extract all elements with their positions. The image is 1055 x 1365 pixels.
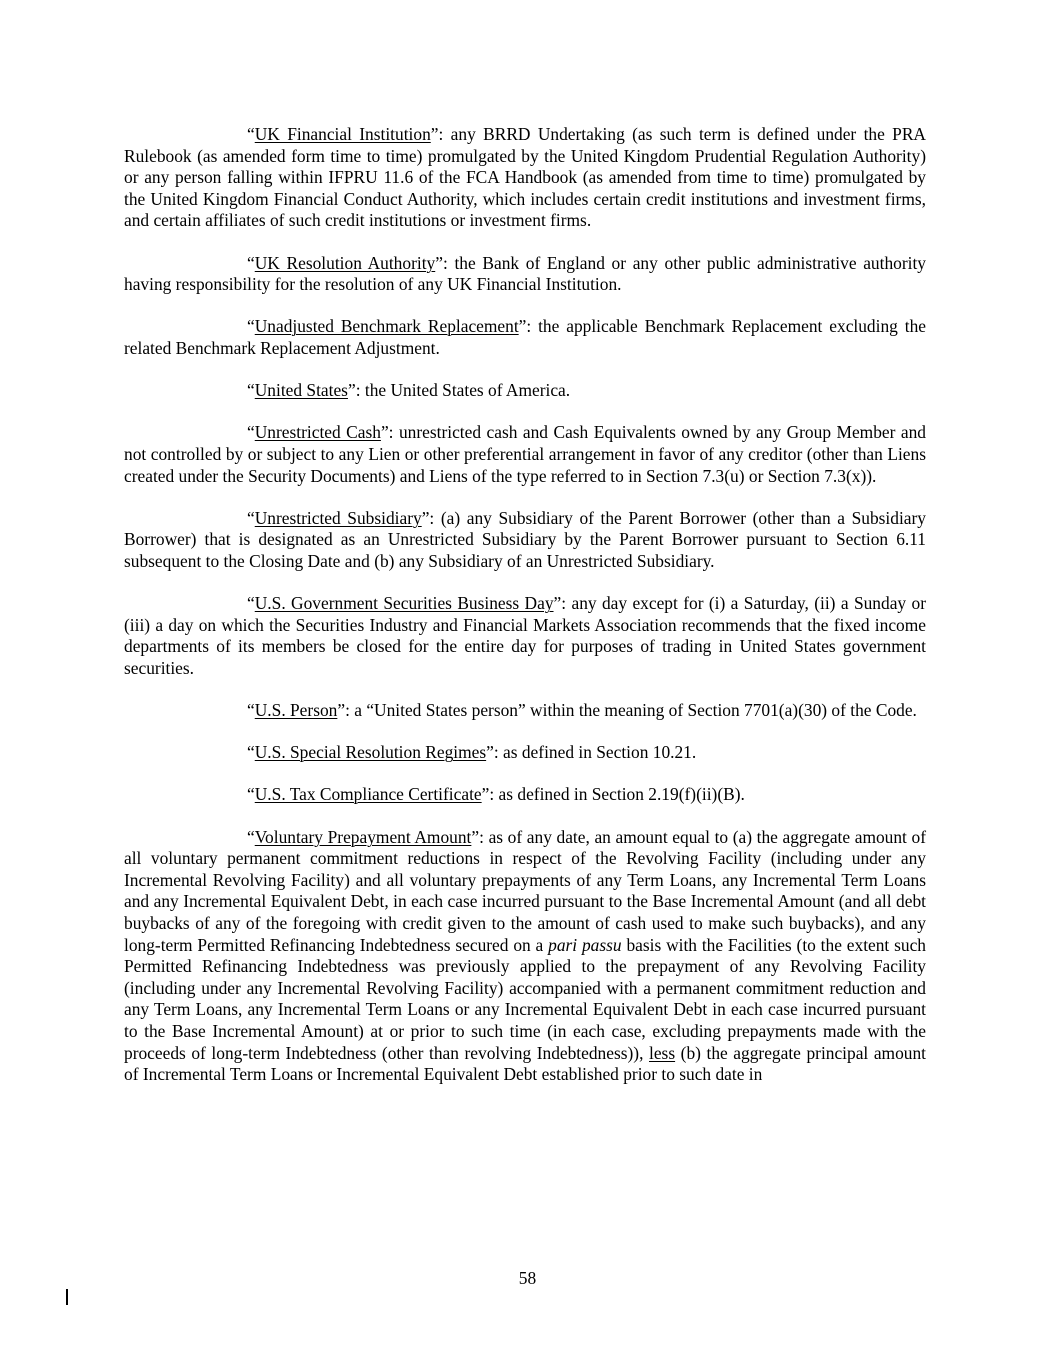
defined-term: Voluntary Prepayment Amount	[254, 826, 472, 847]
defined-term: Unadjusted Benchmark Replacement	[254, 316, 519, 337]
open-quote: “	[247, 124, 255, 144]
definition-us-government-securities-business-day	[124, 593, 926, 679]
definition-text: the applicable Benchmark Replacement excluding the related Benchmark Replacement Adjustment.	[124, 316, 926, 358]
document-body	[124, 124, 926, 1106]
term-separator: ”:	[471, 826, 489, 847]
open-quote: “	[247, 742, 255, 763]
defined-term: Unrestricted Cash	[254, 422, 381, 443]
italic-phrase: pari passu	[548, 934, 622, 955]
definition-us-special-resolution-regimes	[124, 742, 926, 764]
definition-text-part-3: (b) the aggregate principal amount of Incremental Term Loans or Incremental Equivalent Debt established prior to such date in	[124, 1042, 926, 1085]
definition-text: the Bank of England or any other public administrative authority having responsibility for the resolution of any UK Financial Institution.	[124, 252, 926, 295]
defined-term: United States	[254, 380, 348, 401]
defined-term: Unrestricted Subsidiary	[254, 507, 422, 528]
definition-text: the United States of America.	[364, 380, 571, 401]
definition-text-part-1: as of any date, an amount equal to (a) the aggregate amount of all voluntary permanent commitment reductions in respect of the Revolving Facility (including under any Incremental Revolving Facility) and all voluntary prepayments of any Term Loans, any Incremental Term Loans and any Incremental Equivalent Debt, in each case incurred pursuant to the Base Incremental Amount (and all debt buybacks of any of the foregoing with credit given to the amount of cash used to make such buybacks), and any long-term Permitted Refinancing Indebtedness secured on a	[124, 826, 926, 955]
definition-text: (a) any Subsidiary of the Parent Borrower (other than a Subsidiary Borrower) that is designated as an Unrestricted Subsidiary by the Parent Borrower pursuant to Section 6.11 subsequent to the Closing Date and (b) any Subsidiary of an Unrestricted Subsidiary.	[124, 507, 926, 571]
definition-text-part-2: basis with the Facilities (to the extent such Permitted Refinancing Indebtedness was previously applied to the prepayment of any Revolving Facility (including under any Incremental Revolving Facility) accompanied with a permanent commitment reduction and any Term Loans, any Incremental Term Loans or any Incremental Equivalent Debt in each case incurred pursuant to the Base Incremental Amount) at or prior to such time (in each case, excluding prepayments made with the proceeds of long-term Indebtedness (other than revolving Indebtedness)),	[124, 934, 926, 1063]
term-separator: ”:	[421, 507, 441, 528]
definition-unrestricted-subsidiary	[124, 508, 926, 573]
open-quote: “	[247, 422, 255, 443]
defined-term: U.S. Government Securities Business Day	[254, 593, 554, 614]
definition-uk-financial-institution	[124, 124, 926, 232]
definition-text: unrestricted cash and Cash Equivalents owned by any Group Member and not controlled by or subject to any Lien or other preferential arrangement in favor of any creditor (other than Liens created under the Security Documents) and Liens of the type referred to in Section 7.3(u) or Section 7.3(x)).	[124, 422, 926, 486]
definition-voluntary-prepayment-amount	[124, 827, 926, 1086]
open-quote: “	[247, 380, 255, 401]
definition-text: any day except for (i) a Saturday, (ii) a Sunday or (iii) a day on which the Securities Industry and Financial Markets Association recommends that the fixed income departments of its members be closed for the entire day for purposes of trading in United States government securities.	[124, 593, 926, 678]
open-quote: “	[247, 252, 255, 273]
definition-unadjusted-benchmark-replacement	[124, 316, 926, 359]
defined-term: UK Resolution Authority	[254, 252, 436, 273]
term-separator: ”:	[481, 784, 499, 805]
open-quote: “	[247, 784, 255, 805]
defined-term: UK Financial Institution	[254, 124, 431, 144]
defined-term: U.S. Person	[254, 700, 338, 721]
open-quote: “	[247, 507, 255, 528]
change-bar	[66, 1289, 68, 1305]
definition-us-tax-compliance-certificate	[124, 784, 926, 806]
definition-us-person	[124, 700, 926, 722]
defined-term: U.S. Special Resolution Regimes	[254, 742, 487, 763]
term-separator: ”:	[553, 593, 572, 614]
definition-text: any BRRD Undertaking (as such term is defined under the PRA Rulebook (as amended form time to time) promulgated by the United Kingdom Prudential Regulation Authority) or any person falling within IFPRU 11.6 of the FCA Handbook (as amended from time to time) promulgated by the United Kingdom Financial Conduct Authority, which includes certain credit institutions and investment firms, and certain affiliates of such credit institutions or investment firms.	[124, 124, 926, 231]
definition-united-states	[124, 380, 926, 402]
term-separator: ”:	[435, 252, 455, 273]
definition-text: as defined in Section 2.19(f)(ii)(B).	[498, 784, 745, 805]
term-separator: ”:	[347, 380, 365, 401]
definition-text: a “United States person” within the meaning of Section 7701(a)(30) of the Code.	[354, 700, 917, 721]
underlined-word: less	[649, 1042, 676, 1063]
term-separator: ”:	[380, 422, 399, 443]
open-quote: “	[247, 826, 255, 847]
term-separator: ”:	[486, 742, 504, 763]
definition-unrestricted-cash	[124, 422, 926, 487]
definition-uk-resolution-authority	[124, 253, 926, 296]
definition-text: as defined in Section 10.21.	[503, 742, 697, 763]
open-quote: “	[247, 316, 255, 337]
open-quote: “	[247, 700, 255, 721]
defined-term: U.S. Tax Compliance Certificate	[254, 784, 482, 805]
term-separator: ”:	[337, 700, 355, 721]
open-quote: “	[247, 593, 255, 614]
term-separator: ”:	[430, 124, 451, 144]
term-separator: ”:	[518, 316, 539, 337]
page-number: 58	[518, 1268, 537, 1288]
